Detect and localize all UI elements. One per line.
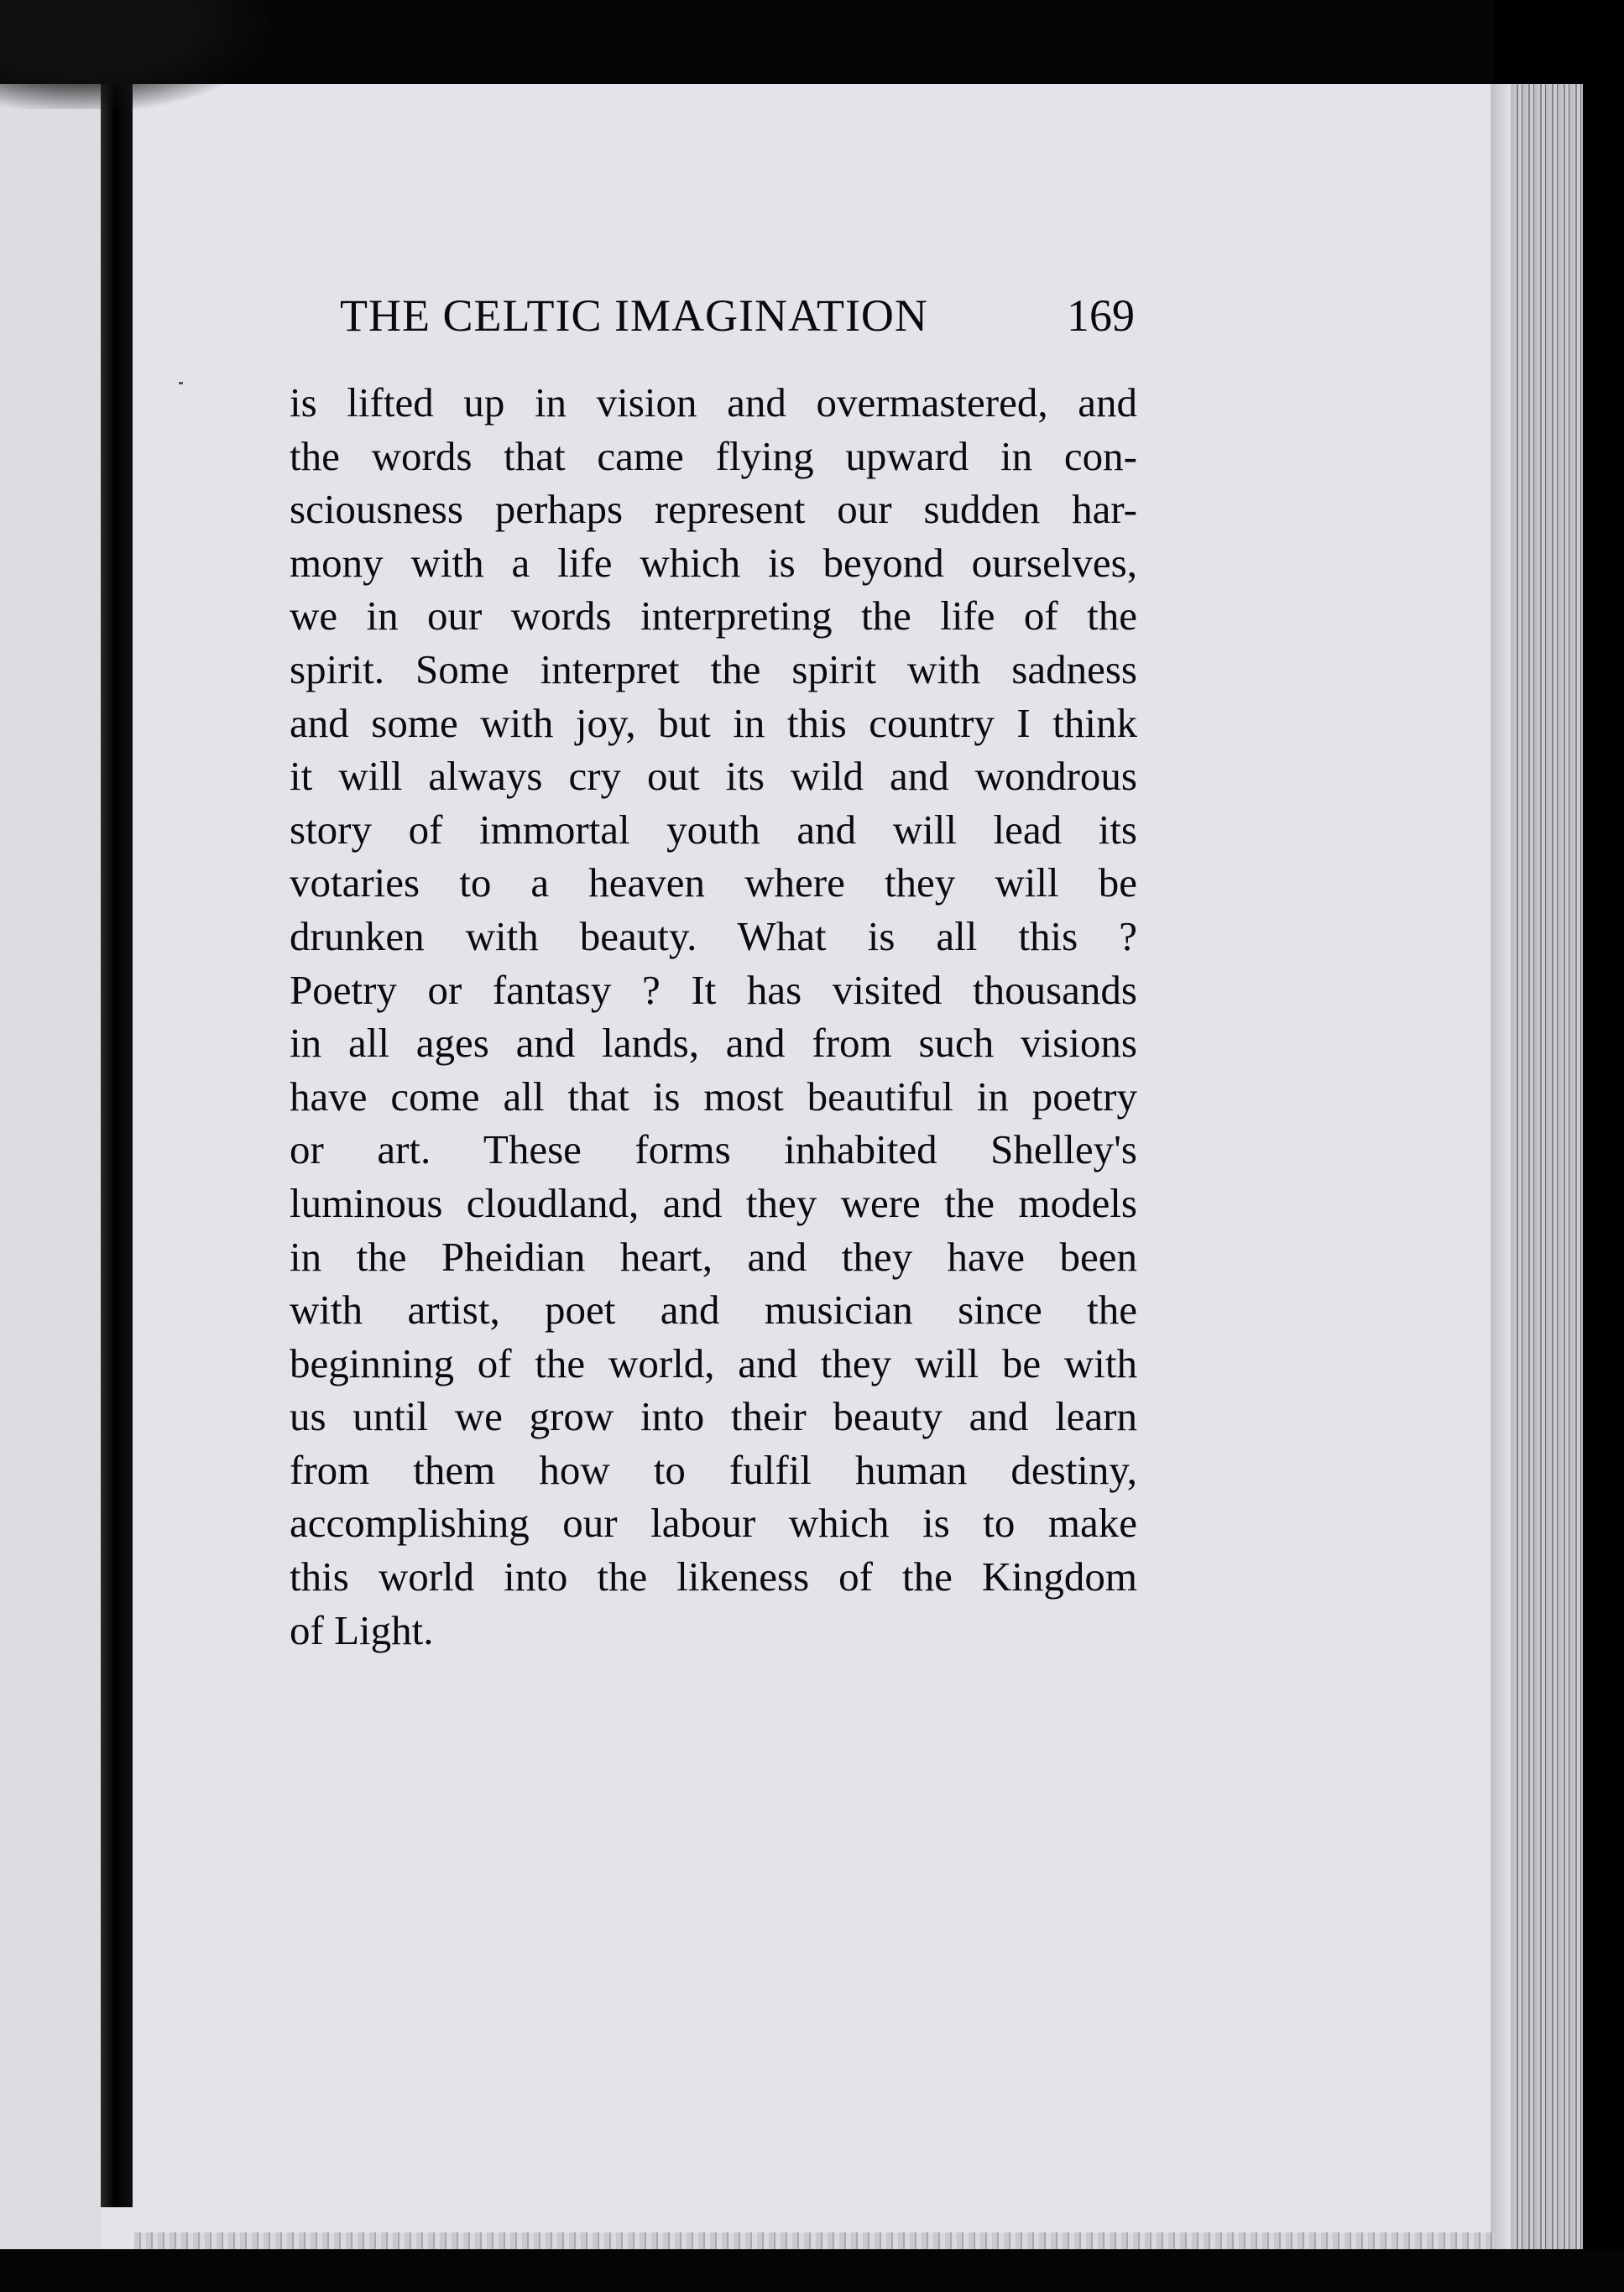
text-line: of Light.: [290, 1606, 434, 1653]
text-line: from them how to fulfil human destiny,: [290, 1446, 1137, 1493]
text-line: beginning of the world, and they will be with: [290, 1339, 1137, 1386]
page-number: 169: [1067, 290, 1135, 341]
text-line: with artist, poet and musician since the: [290, 1287, 1137, 1334]
text-line: mony with a life which is beyond ourselves,: [290, 539, 1137, 586]
text-line: us until we grow into their beauty and learn: [290, 1393, 1137, 1440]
text-line: or art. These forms inhabited Shelley's: [290, 1126, 1137, 1173]
text-line: it will always cry out its wild and wondrous: [290, 753, 1137, 800]
text-line: and some with joy, but in this country I think: [290, 699, 1137, 746]
bottom-scan-border: [0, 2249, 1624, 2292]
text-line: sciousness perhaps represent our sudden har-: [290, 486, 1137, 533]
text-line: in the Pheidian heart, and they have been: [290, 1233, 1137, 1280]
text-line: drunken with beauty. What is all this ?: [290, 912, 1137, 959]
stray-ink-mark: [179, 382, 183, 384]
text-line: the words that came flying upward in con-: [290, 432, 1137, 479]
text-line: in all ages and lands, and from such visions: [290, 1020, 1137, 1067]
text-line: we in our words interpreting the life of the: [290, 593, 1137, 640]
text-line: story of immortal youth and will lead its: [290, 806, 1137, 853]
left-margin-shade: [0, 84, 101, 2249]
book-spine-edge: [101, 59, 133, 2207]
top-left-scan-shadow: [0, 0, 269, 109]
bottom-page-grain: [134, 2232, 1494, 2251]
text-line: have come all that is most beautiful in poetry: [290, 1073, 1137, 1120]
body-text: [290, 376, 1137, 1657]
text-line: votaries to a heaven where they will be: [290, 859, 1137, 906]
text-line: is lifted up in vision and overmastered, and: [290, 379, 1137, 426]
running-header: [340, 290, 1135, 348]
text-line: spirit. Some interpret the spirit with sadness: [290, 645, 1137, 692]
page-stack-highlight: [1491, 84, 1511, 2249]
text-line: accomplishing our labour which is to make: [290, 1500, 1137, 1547]
running-title: THE CELTIC IMAGINATION: [340, 290, 928, 341]
text-line: this world into the likeness of the Kingdom: [290, 1553, 1137, 1600]
text-line: Poetry or fantasy ? It has visited thousands: [290, 966, 1137, 1013]
text-line: luminous cloudland, and they were the models: [290, 1179, 1137, 1226]
